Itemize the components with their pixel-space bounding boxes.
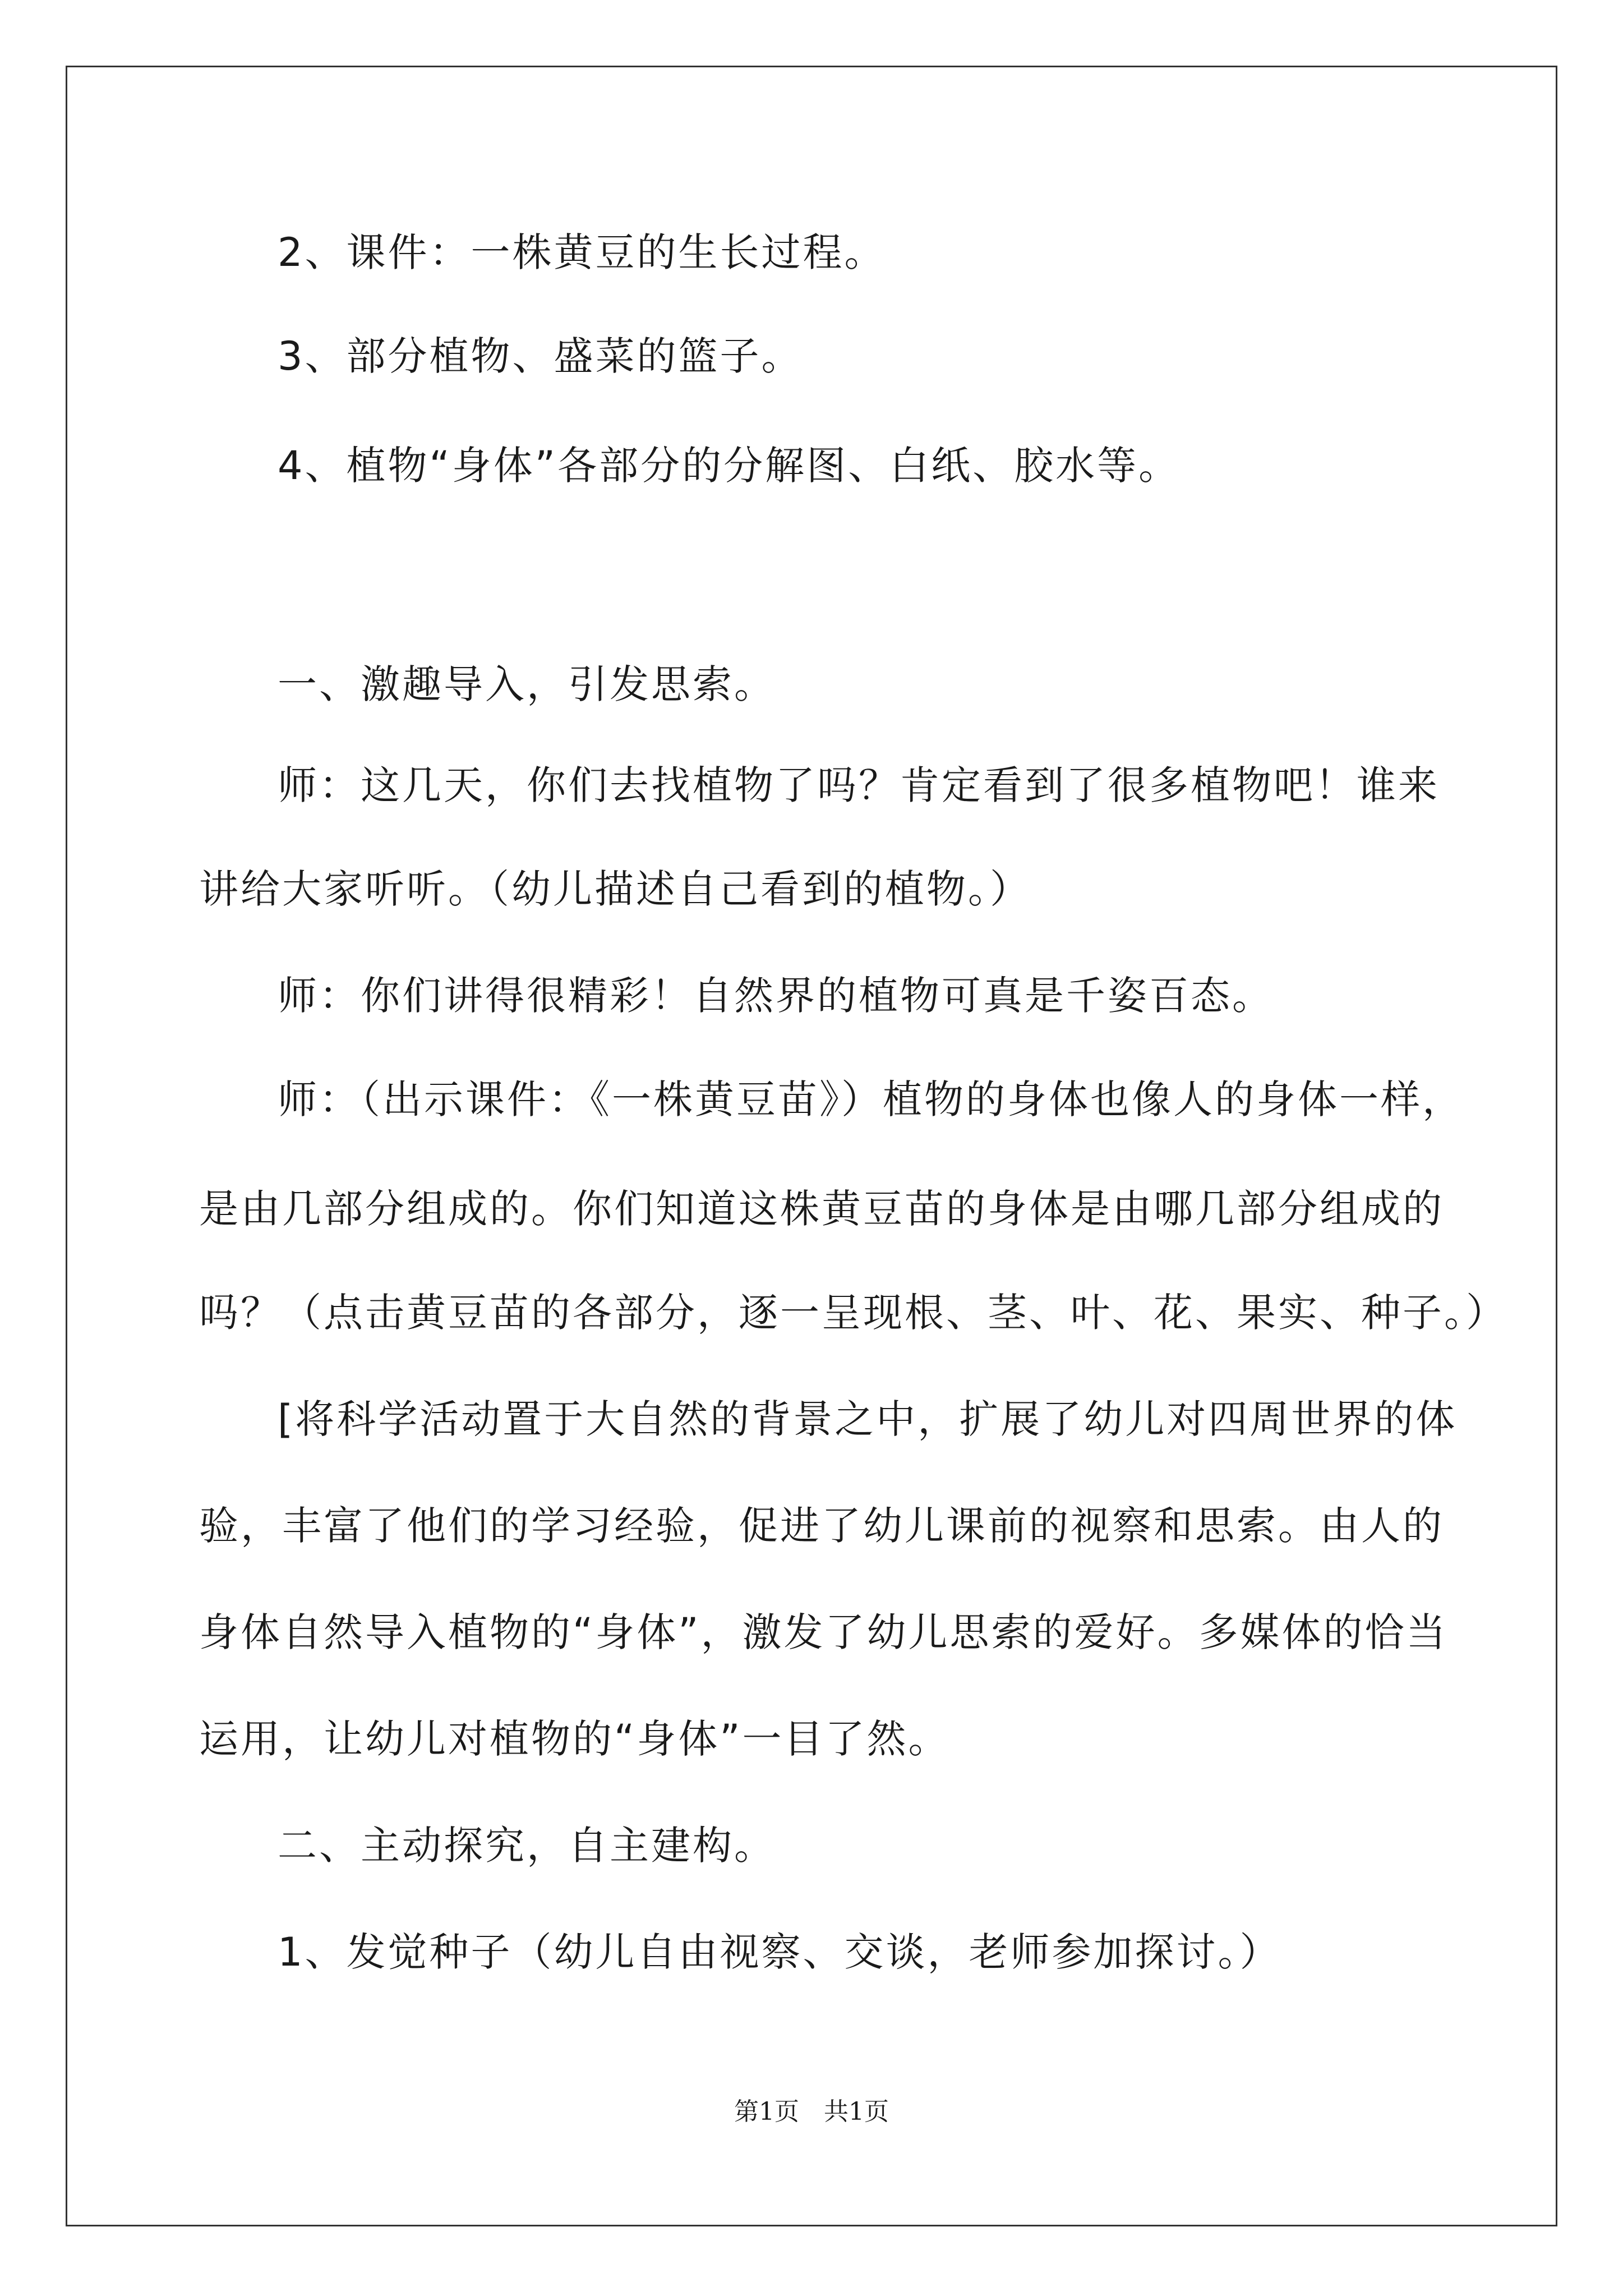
text-line: 身体自然导入植物的“身体”，激发了幼儿思索的爱好。多媒体的恰当 bbox=[199, 1609, 1448, 1655]
page-footer: 第1页 共1页 bbox=[734, 2097, 889, 2126]
text-line: 吗？（点击黄豆苗的各部分，逐一呈现根、茎、叶、花、果实、种子。） bbox=[199, 1290, 1507, 1336]
page-border bbox=[66, 66, 1557, 2226]
text-line: 师：这几天，你们去找植物了吗？肯定看到了很多植物吧！谁来 bbox=[278, 762, 1440, 808]
text-line: 师：你们讲得很精彩！自然界的植物可真是千姿百态。 bbox=[278, 973, 1274, 1019]
section-heading: 二、主动探究，自主建构。 bbox=[278, 1823, 776, 1869]
text-line: 3、部分植物、盛菜的篮子。 bbox=[278, 333, 803, 379]
text-line: [将科学活动置于大自然的背景之中，扩展了幼儿对四周世界的体 bbox=[278, 1396, 1458, 1442]
text-line: 师：（出示课件：《一株黄豆苗》）植物的身体也像人的身体一样， bbox=[278, 1076, 1464, 1122]
text-line: 是由几部分组成的。你们知道这株黄豆苗的身体是由哪几部分组成的 bbox=[199, 1186, 1444, 1232]
text-line: 1、发觉种子（幼儿自由视察、交谈，老师参加探讨。） bbox=[278, 1929, 1281, 1975]
text-line: 运用，让幼儿对植物的“身体”一目了然。 bbox=[199, 1716, 950, 1762]
text-line: 2、课件：一株黄豆的生长过程。 bbox=[278, 229, 886, 275]
text-line: 4、植物“身体”各部分的分解图、白纸、胶水等。 bbox=[278, 443, 1181, 489]
text-line: 讲给大家听听。（幼儿描述自己看到的植物。） bbox=[199, 866, 1031, 912]
text-line: 验，丰富了他们的学习经验，促进了幼儿课前的视察和思索。由人的 bbox=[199, 1503, 1444, 1549]
section-heading: 一、激趣导入，引发思索。 bbox=[278, 661, 776, 707]
